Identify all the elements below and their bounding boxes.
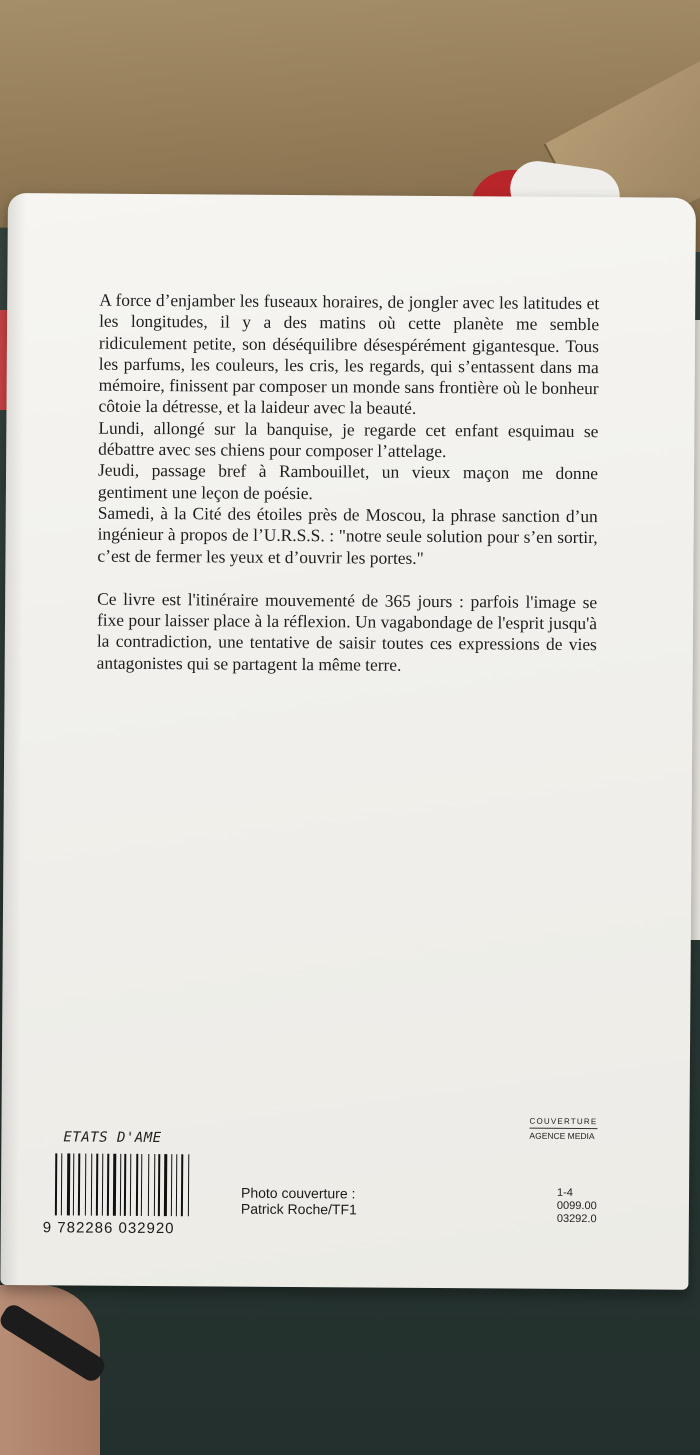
barcode-bars bbox=[55, 1153, 193, 1216]
cover-design-credit bbox=[529, 1117, 597, 1141]
barcode-bar bbox=[150, 1154, 152, 1216]
barcode-bar bbox=[87, 1154, 90, 1216]
barcode-bar bbox=[99, 1154, 100, 1216]
barcode-number: 9 782286 032920 bbox=[42, 1219, 175, 1238]
blurb-paragraph-4: Samedi, à la Cité des étoiles près de Moscou, la phrase sanction d’un ingénieur à propos de l’U.R.S.S. : "notre seule solution pour s’en sortir, c’est de fermer les yeux et d’ouvrir les portes." bbox=[97, 502, 598, 568]
barcode-bar bbox=[67, 1153, 70, 1215]
photo-credit-name: Patrick Roche/TF1 bbox=[240, 1200, 357, 1218]
barcode-bar bbox=[144, 1154, 147, 1216]
photo-credit bbox=[241, 1185, 357, 1218]
catalog-code-2: 0099.00 bbox=[556, 1199, 597, 1213]
back-cover-blurb bbox=[97, 290, 600, 678]
barcode-bar bbox=[91, 1154, 92, 1216]
barcode-bar bbox=[184, 1154, 186, 1216]
barcode-bar bbox=[132, 1154, 134, 1216]
blurb-summary: Ce livre est l'itinéraire mouvementé de 365 jours : parfois l'image se fixe pour laisser place à la réflexion. Un vagabondage de l'esprit jusqu'à la contradiction, une tentative de saisir toutes ces expressions de vies antagonistes qui se partagent la même terre. bbox=[96, 588, 598, 675]
barcode-bar bbox=[124, 1154, 126, 1216]
blurb-paragraph-2: Lundi, allongé sur la banquise, je regarde cet enfant esquimau se débattre avec ses chiens pour composer l’attelage. bbox=[98, 417, 599, 462]
barcode bbox=[43, 1153, 204, 1244]
cover-design-label: COUVERTURE bbox=[529, 1117, 597, 1129]
barcode-bar bbox=[176, 1154, 177, 1216]
barcode-bar bbox=[164, 1154, 167, 1216]
barcode-bar bbox=[141, 1154, 142, 1216]
barcode-bar bbox=[168, 1154, 169, 1216]
barcode-bar bbox=[107, 1154, 109, 1216]
barcode-bar bbox=[73, 1153, 74, 1215]
catalog-code-1: 1-4 bbox=[556, 1186, 573, 1199]
catalog-codes bbox=[557, 1187, 597, 1226]
barcode-bar bbox=[55, 1153, 57, 1215]
blurb-paragraph-3: Jeudi, passage bref à Rambouillet, un vieux maçon me donne gentiment une leçon de poésie. bbox=[97, 460, 599, 503]
barcode-bar bbox=[81, 1154, 83, 1216]
barcode-bar bbox=[63, 1153, 65, 1215]
book-back-cover bbox=[0, 193, 696, 1290]
barcode-bar bbox=[158, 1154, 160, 1216]
blurb-paragraph-1: A force d’enjamber les fuseaux horaires, de jongler avec les latitudes et les longitudes, il y a des matins où cette planète me semble ridiculement petite, son déséquilibre désespérément gigantesque. Tous les parfums, les couleurs, les cris, les regards, qui s’entassent dans ma mémoire, finissent par composer un monde sans frontière où le bonheur côtoie la détresse, et la laideur avec la beauté. bbox=[98, 289, 600, 419]
barcode-bar bbox=[117, 1154, 118, 1216]
catalog-code-3: 03292.0 bbox=[556, 1212, 597, 1226]
series-name: ETATS D'AME bbox=[63, 1129, 162, 1147]
barcode-bar bbox=[113, 1154, 116, 1216]
photo-credit-label: Photo couverture : bbox=[240, 1184, 356, 1202]
barcode-bar bbox=[190, 1154, 191, 1216]
cover-design-agency: AGENCE MEDIA bbox=[529, 1130, 595, 1142]
